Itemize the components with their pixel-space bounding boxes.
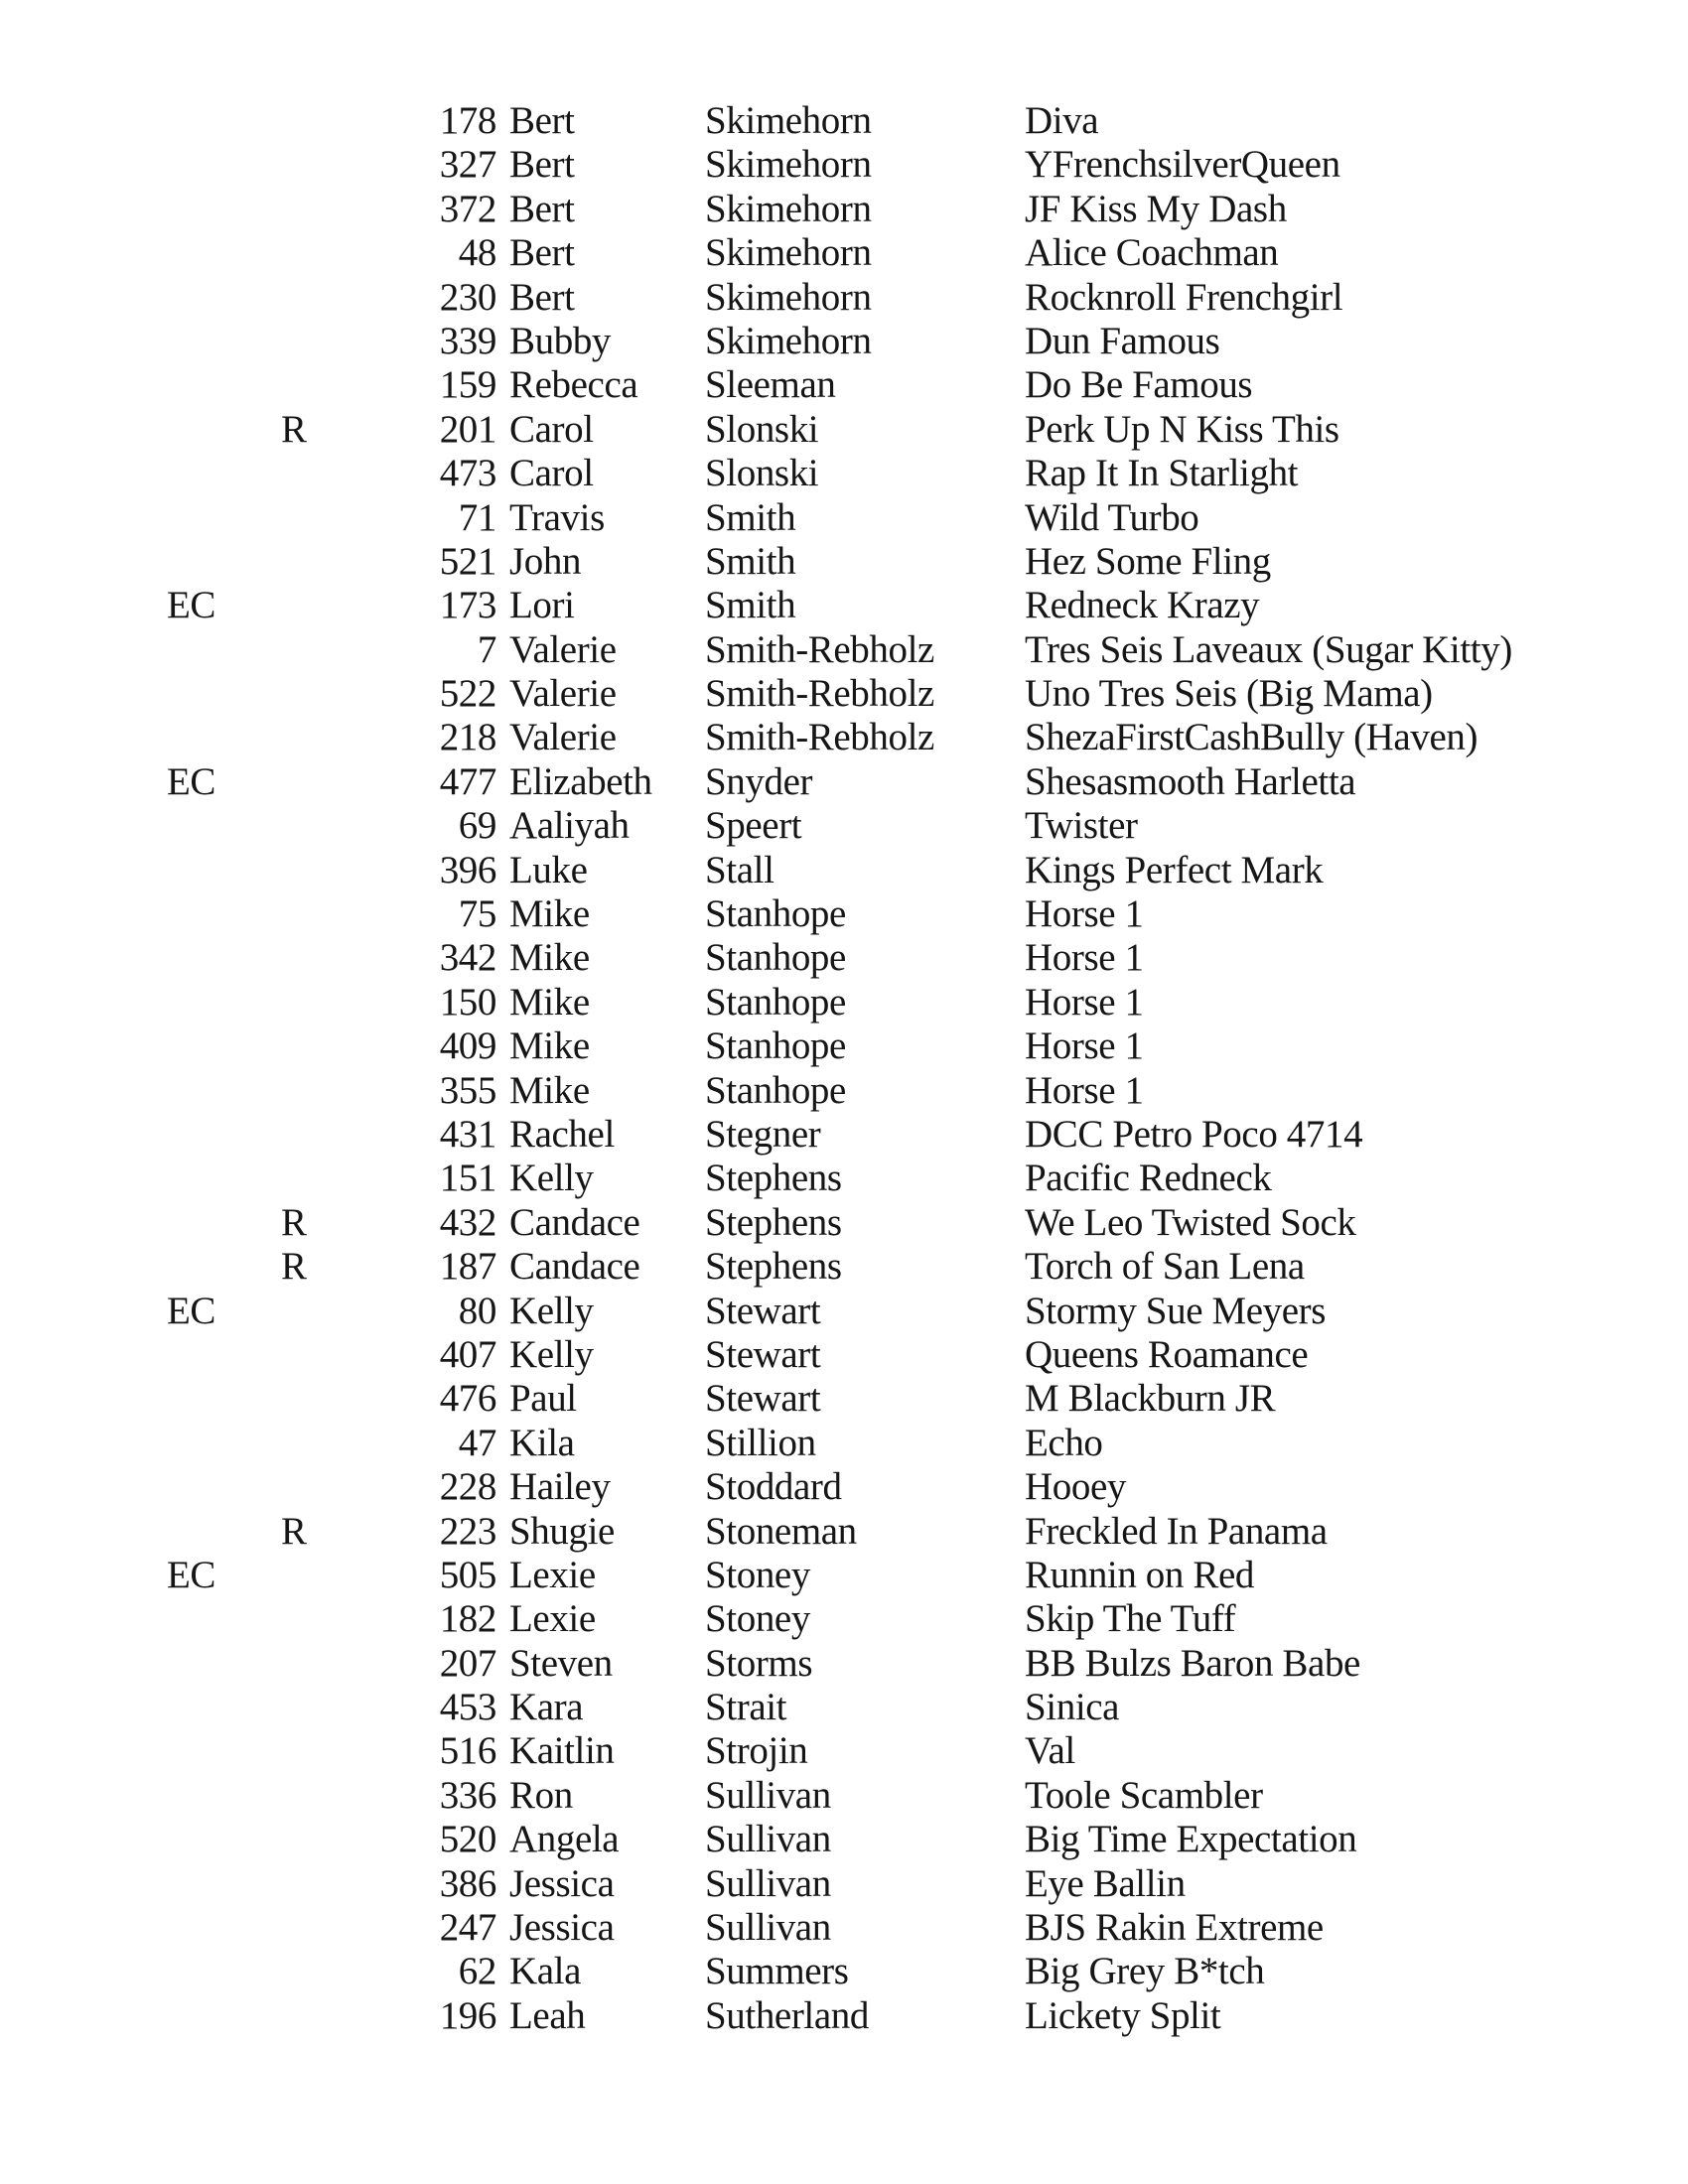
- entry-row: [0, 1686, 1688, 1729]
- entry-number: 182: [439, 1597, 496, 1641]
- entry-number: 473: [439, 452, 496, 495]
- horse-name: BJS Rakin Extreme: [1025, 1906, 1324, 1950]
- rider-first-name: Bert: [509, 187, 575, 230]
- rider-last-name: Smith: [705, 495, 796, 539]
- rider-last-name: Skimehorn: [705, 319, 872, 362]
- horse-name: Skip The Tuff: [1025, 1597, 1236, 1641]
- horse-name: Horse 1: [1025, 1024, 1144, 1068]
- rider-first-name: Mike: [509, 1068, 590, 1112]
- entry-number: 173: [439, 584, 496, 627]
- rider-first-name: Bert: [509, 275, 575, 319]
- horse-name: Alice Coachman: [1025, 231, 1279, 275]
- entry-row: [0, 1377, 1688, 1421]
- horse-name: Sinica: [1025, 1686, 1120, 1729]
- rider-first-name: Bubby: [509, 319, 612, 362]
- rider-last-name: Stephens: [705, 1245, 842, 1289]
- rider-first-name: Lexie: [509, 1597, 596, 1641]
- horse-name: Lickety Split: [1025, 1993, 1221, 2037]
- rider-last-name: Sutherland: [705, 1993, 869, 2037]
- entry-list: [0, 99, 1688, 2038]
- horse-name: Torch of San Lena: [1025, 1245, 1305, 1289]
- rider-last-name: Strojin: [705, 1729, 808, 1773]
- rider-last-name: Summers: [705, 1950, 849, 1993]
- rider-first-name: Mike: [509, 936, 590, 980]
- rider-first-name: Lexie: [509, 1553, 596, 1596]
- entry-row: [0, 672, 1688, 716]
- ec-marker: EC: [167, 1289, 216, 1332]
- entry-number: 207: [439, 1641, 496, 1685]
- entry-number: 228: [439, 1465, 496, 1509]
- entry-row: [0, 716, 1688, 759]
- entry-row: [0, 892, 1688, 936]
- horse-name: Queens Roamance: [1025, 1332, 1309, 1376]
- horse-name: Do Be Famous: [1025, 363, 1253, 407]
- entry-number: 75: [458, 892, 496, 936]
- horse-name: Echo: [1025, 1421, 1103, 1464]
- rider-last-name: Stewart: [705, 1332, 821, 1376]
- entry-row: [0, 540, 1688, 584]
- rider-first-name: Leah: [509, 1993, 586, 2037]
- entry-row: [0, 1245, 1688, 1289]
- entry-number: 520: [439, 1818, 496, 1861]
- entry-row: [0, 584, 1688, 627]
- rider-last-name: Stanhope: [705, 980, 846, 1024]
- entry-row: [0, 1774, 1688, 1818]
- rider-last-name: Stoney: [705, 1553, 810, 1596]
- rider-first-name: Rachel: [509, 1112, 615, 1156]
- entry-number: 505: [439, 1553, 496, 1596]
- rider-last-name: Strait: [705, 1686, 787, 1729]
- entry-row: [0, 452, 1688, 495]
- entry-number: 476: [439, 1377, 496, 1421]
- rider-first-name: Kara: [509, 1686, 584, 1729]
- r-marker: R: [281, 1509, 307, 1553]
- entry-number: 516: [439, 1729, 496, 1773]
- entry-number: 150: [439, 980, 496, 1024]
- entry-number: 7: [477, 627, 496, 671]
- rider-first-name: Steven: [509, 1641, 613, 1685]
- rider-last-name: Stegner: [705, 1112, 821, 1156]
- rider-first-name: Lori: [509, 584, 575, 627]
- entry-row: [0, 1290, 1688, 1333]
- entry-row: [0, 1333, 1688, 1377]
- rider-last-name: Smith-Rebholz: [705, 672, 934, 716]
- rider-last-name: Stoneman: [705, 1509, 857, 1553]
- entry-number: 327: [439, 143, 496, 187]
- horse-name: Toole Scambler: [1025, 1773, 1263, 1817]
- entry-number: 151: [439, 1157, 496, 1200]
- horse-name: JF Kiss My Dash: [1025, 187, 1287, 230]
- entry-number: 201: [439, 407, 496, 451]
- rider-first-name: Kelly: [509, 1157, 594, 1200]
- horse-name: Tres Seis Laveaux (Sugar Kitty): [1025, 627, 1512, 671]
- rider-first-name: Kelly: [509, 1289, 594, 1332]
- entry-row: [0, 1069, 1688, 1113]
- rider-first-name: Paul: [509, 1377, 577, 1421]
- entry-number: 159: [439, 363, 496, 407]
- entry-row: [0, 1994, 1688, 2038]
- horse-name: Redneck Krazy: [1025, 584, 1260, 627]
- rider-last-name: Sullivan: [705, 1773, 831, 1817]
- entry-number: 80: [458, 1289, 496, 1332]
- r-marker: R: [281, 407, 307, 451]
- rider-first-name: Bert: [509, 231, 575, 275]
- horse-name: ShezaFirstCashBully (Haven): [1025, 716, 1478, 759]
- entry-row: [0, 143, 1688, 187]
- rider-last-name: Skimehorn: [705, 275, 872, 319]
- horse-name: Dun Famous: [1025, 319, 1220, 362]
- rider-first-name: John: [509, 539, 582, 583]
- entry-row: [0, 1113, 1688, 1157]
- rider-first-name: Carol: [509, 452, 594, 495]
- rider-first-name: Travis: [509, 495, 605, 539]
- rider-last-name: Stewart: [705, 1377, 821, 1421]
- entry-number: 247: [439, 1906, 496, 1950]
- rider-last-name: Sleeman: [705, 363, 836, 407]
- entry-number: 431: [439, 1112, 496, 1156]
- rider-first-name: Shugie: [509, 1509, 615, 1553]
- entry-number: 339: [439, 319, 496, 362]
- entry-row: [0, 1950, 1688, 1993]
- entry-number: 71: [458, 495, 496, 539]
- entry-number: 521: [439, 539, 496, 583]
- rider-first-name: Ron: [509, 1773, 573, 1817]
- entry-number: 48: [458, 231, 496, 275]
- entry-number: 407: [439, 1332, 496, 1376]
- rider-last-name: Slonski: [705, 452, 819, 495]
- horse-name: Horse 1: [1025, 980, 1144, 1024]
- rider-last-name: Stanhope: [705, 1068, 846, 1112]
- entry-number: 196: [439, 1993, 496, 2037]
- r-marker: R: [281, 1245, 307, 1289]
- horse-name: Hooey: [1025, 1465, 1126, 1509]
- rider-last-name: Speert: [705, 804, 802, 848]
- rider-first-name: Mike: [509, 892, 590, 936]
- horse-name: Hez Some Fling: [1025, 539, 1271, 583]
- rider-first-name: Mike: [509, 1024, 590, 1068]
- entry-number: 336: [439, 1773, 496, 1817]
- rider-first-name: Bert: [509, 143, 575, 187]
- entry-row: [0, 804, 1688, 848]
- entry-number: 62: [458, 1950, 496, 1993]
- rider-first-name: Jessica: [509, 1906, 615, 1950]
- horse-name: Wild Turbo: [1025, 495, 1199, 539]
- entry-number: 187: [439, 1245, 496, 1289]
- rider-last-name: Smith-Rebholz: [705, 716, 934, 759]
- entry-row: [0, 363, 1688, 407]
- rider-last-name: Stanhope: [705, 1024, 846, 1068]
- entry-row: [0, 628, 1688, 672]
- rider-first-name: Valerie: [509, 672, 617, 716]
- horse-name: YFrenchsilverQueen: [1025, 143, 1340, 187]
- rider-first-name: Rebecca: [509, 363, 638, 407]
- horse-name: Freckled In Panama: [1025, 1509, 1328, 1553]
- rider-first-name: Candace: [509, 1245, 640, 1289]
- entry-row: [0, 1422, 1688, 1465]
- rider-first-name: Elizabeth: [509, 759, 652, 803]
- rider-first-name: Kaitlin: [509, 1729, 615, 1773]
- rider-last-name: Skimehorn: [705, 187, 872, 230]
- entry-row: [0, 1024, 1688, 1068]
- horse-name: Horse 1: [1025, 936, 1144, 980]
- rider-first-name: Carol: [509, 407, 594, 451]
- rider-last-name: Smith: [705, 584, 796, 627]
- entry-number: 477: [439, 759, 496, 803]
- entry-number: 409: [439, 1024, 496, 1068]
- horse-name: Rap It In Starlight: [1025, 452, 1299, 495]
- entry-row: [0, 408, 1688, 452]
- entry-row: [0, 1597, 1688, 1641]
- rider-last-name: Smith: [705, 539, 796, 583]
- horse-name: Pacific Redneck: [1025, 1157, 1272, 1200]
- entry-number: 47: [458, 1421, 496, 1464]
- entry-number: 223: [439, 1509, 496, 1553]
- rider-first-name: Bert: [509, 99, 575, 142]
- entry-number: 432: [439, 1200, 496, 1244]
- entry-number: 386: [439, 1861, 496, 1905]
- horse-name: Stormy Sue Meyers: [1025, 1289, 1327, 1332]
- entry-number: 453: [439, 1686, 496, 1729]
- rider-last-name: Stanhope: [705, 892, 846, 936]
- ec-marker: EC: [167, 1553, 216, 1596]
- horse-name: Runnin on Red: [1025, 1553, 1254, 1596]
- horse-name: Uno Tres Seis (Big Mama): [1025, 672, 1433, 716]
- rider-last-name: Skimehorn: [705, 99, 872, 142]
- rider-first-name: Kala: [509, 1950, 582, 1993]
- entry-number: 355: [439, 1068, 496, 1112]
- entry-row: [0, 1862, 1688, 1906]
- horse-name: Diva: [1025, 99, 1099, 142]
- horse-name: We Leo Twisted Sock: [1025, 1200, 1356, 1244]
- entry-row: [0, 276, 1688, 320]
- rider-first-name: Luke: [509, 848, 588, 891]
- rider-last-name: Stoddard: [705, 1465, 842, 1509]
- rider-last-name: Skimehorn: [705, 231, 872, 275]
- entry-number: 218: [439, 716, 496, 759]
- horse-name: Horse 1: [1025, 892, 1144, 936]
- horse-name: Val: [1025, 1729, 1075, 1773]
- rider-last-name: Stoney: [705, 1597, 810, 1641]
- rider-last-name: Snyder: [705, 759, 813, 803]
- horse-name: Eye Ballin: [1025, 1861, 1186, 1905]
- entry-number: 178: [439, 99, 496, 142]
- entry-row: [0, 1818, 1688, 1861]
- entry-row: [0, 231, 1688, 275]
- rider-first-name: Kila: [509, 1421, 575, 1464]
- rider-last-name: Skimehorn: [705, 143, 872, 187]
- entry-row: [0, 1201, 1688, 1245]
- entry-row: [0, 936, 1688, 980]
- rider-first-name: Kelly: [509, 1332, 594, 1376]
- entry-row: [0, 1554, 1688, 1597]
- rider-first-name: Mike: [509, 980, 590, 1024]
- entry-row: [0, 496, 1688, 540]
- rider-last-name: Stewart: [705, 1289, 821, 1332]
- ec-marker: EC: [167, 759, 216, 803]
- horse-name: DCC Petro Poco 4714: [1025, 1112, 1363, 1156]
- entry-row: [0, 1642, 1688, 1686]
- entry-number: 372: [439, 187, 496, 230]
- horse-name: Kings Perfect Mark: [1025, 848, 1324, 891]
- horse-name: Perk Up N Kiss This: [1025, 407, 1339, 451]
- rider-last-name: Storms: [705, 1641, 813, 1685]
- rider-first-name: Valerie: [509, 716, 617, 759]
- rider-last-name: Slonski: [705, 407, 819, 451]
- rider-first-name: Hailey: [509, 1465, 611, 1509]
- rider-first-name: Aaliyah: [509, 804, 630, 848]
- entry-row: [0, 320, 1688, 363]
- rider-first-name: Valerie: [509, 627, 617, 671]
- rider-last-name: Sullivan: [705, 1906, 831, 1950]
- entry-number: 230: [439, 275, 496, 319]
- entry-row: [0, 1729, 1688, 1773]
- rider-first-name: Candace: [509, 1200, 640, 1244]
- r-marker: R: [281, 1200, 307, 1244]
- rider-first-name: Angela: [509, 1818, 620, 1861]
- horse-name: Shesasmooth Harletta: [1025, 759, 1356, 803]
- rider-last-name: Sullivan: [705, 1818, 831, 1861]
- rider-last-name: Stephens: [705, 1200, 842, 1244]
- horse-name: M Blackburn JR: [1025, 1377, 1276, 1421]
- horse-name: Big Grey B*tch: [1025, 1950, 1265, 1993]
- rider-first-name: Jessica: [509, 1861, 615, 1905]
- horse-name: Twister: [1025, 804, 1138, 848]
- rider-last-name: Stephens: [705, 1157, 842, 1200]
- rider-last-name: Stillion: [705, 1421, 816, 1464]
- entry-row: [0, 188, 1688, 231]
- entry-number: 342: [439, 936, 496, 980]
- horse-name: Horse 1: [1025, 1068, 1144, 1112]
- rider-last-name: Stall: [705, 848, 774, 891]
- horse-name: Big Time Expectation: [1025, 1818, 1357, 1861]
- entry-row: [0, 849, 1688, 892]
- rider-last-name: Sullivan: [705, 1861, 831, 1905]
- entry-row: [0, 1510, 1688, 1554]
- entry-number: 69: [458, 804, 496, 848]
- entry-row: [0, 99, 1688, 143]
- entry-row: [0, 1465, 1688, 1509]
- ec-marker: EC: [167, 584, 216, 627]
- horse-name: BB Bulzs Baron Babe: [1025, 1641, 1360, 1685]
- entry-row: [0, 981, 1688, 1024]
- entry-number: 522: [439, 672, 496, 716]
- entry-row: [0, 760, 1688, 804]
- entry-row: [0, 1157, 1688, 1200]
- entry-number: 396: [439, 848, 496, 891]
- entry-row: [0, 1906, 1688, 1950]
- horse-name: Rocknroll Frenchgirl: [1025, 275, 1343, 319]
- rider-last-name: Smith-Rebholz: [705, 627, 934, 671]
- rider-last-name: Stanhope: [705, 936, 846, 980]
